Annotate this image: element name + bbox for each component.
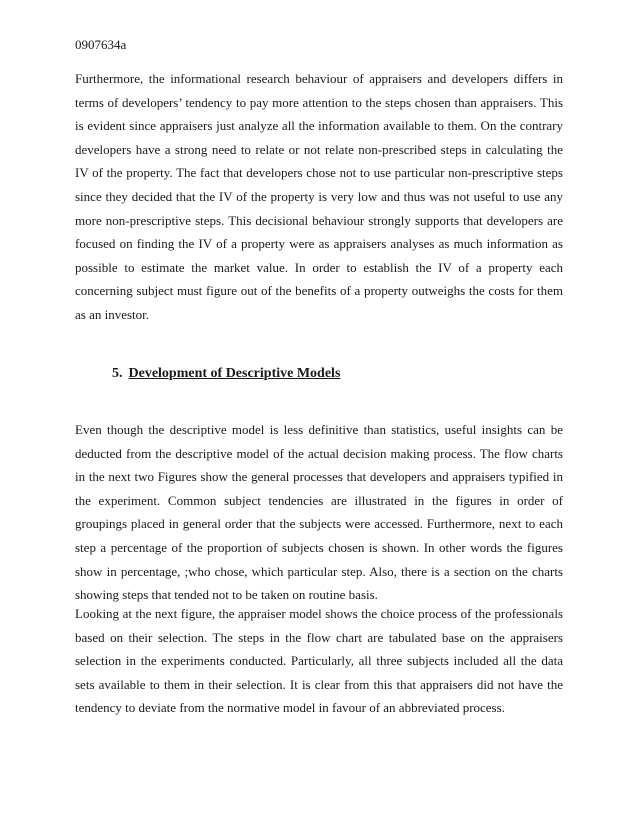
section-number: 5.	[112, 366, 123, 381]
body-paragraph: Furthermore, the informational research behaviour of appraisers and developers differs in terms of developers’ tendency to pay more attention to the steps chosen than appraisers. This is evident since appraisers just analyze all the information available to them. On the contrary developers have a strong need to relate or not relate non-prescribed steps in calculating the IV of the property. The fact that developers chose not to use particular non-prescriptive steps since they decided that the IV of the property is very low and thus was not useful to use any more non-prescriptive steps. This decisional behaviour strongly supports that developers are focused on finding the IV of a property were as appraisers analyses as much information as possible to estimate the market value. In order to establish the IV of a property each concerning subject must figure out of the benefits of a property outweighs the costs for them as an investor.	[75, 71, 563, 322]
body-paragraph: Even though the descriptive model is less definitive than statistics, useful insights can be deducted from the descriptive model of the actual decision making process. The flow charts in the next two Figures show the general processes that developers and appraisers typified in the experiment. Common subject tendencies are illustrated in the figures in order of groupings placed in general order that the subjects were accessed. Furthermore, next to each step a percentage of the proportion of subjects chosen is shown. In other words the figures show in percentage, ;who chose, which particular step. Also, there is a section on the charts showing steps that tended not to be taken on routine basis.	[75, 422, 563, 603]
body-paragraph: Looking at the next figure, the appraiser model shows the choice process of the professionals based on their selection. The steps in the flow chart are tabulated base on the appraisers selection in the experiments conducted. Particularly, all three subjects included all the data sets available to them in their selection. It is clear from this that appraisers did not have the tendency to deviate from the normative model in favour of an abbreviated process.	[75, 606, 563, 716]
document-id: 0907634a	[75, 37, 127, 52]
section-heading	[112, 365, 340, 383]
section-title: Development of Descriptive Models	[128, 366, 341, 381]
